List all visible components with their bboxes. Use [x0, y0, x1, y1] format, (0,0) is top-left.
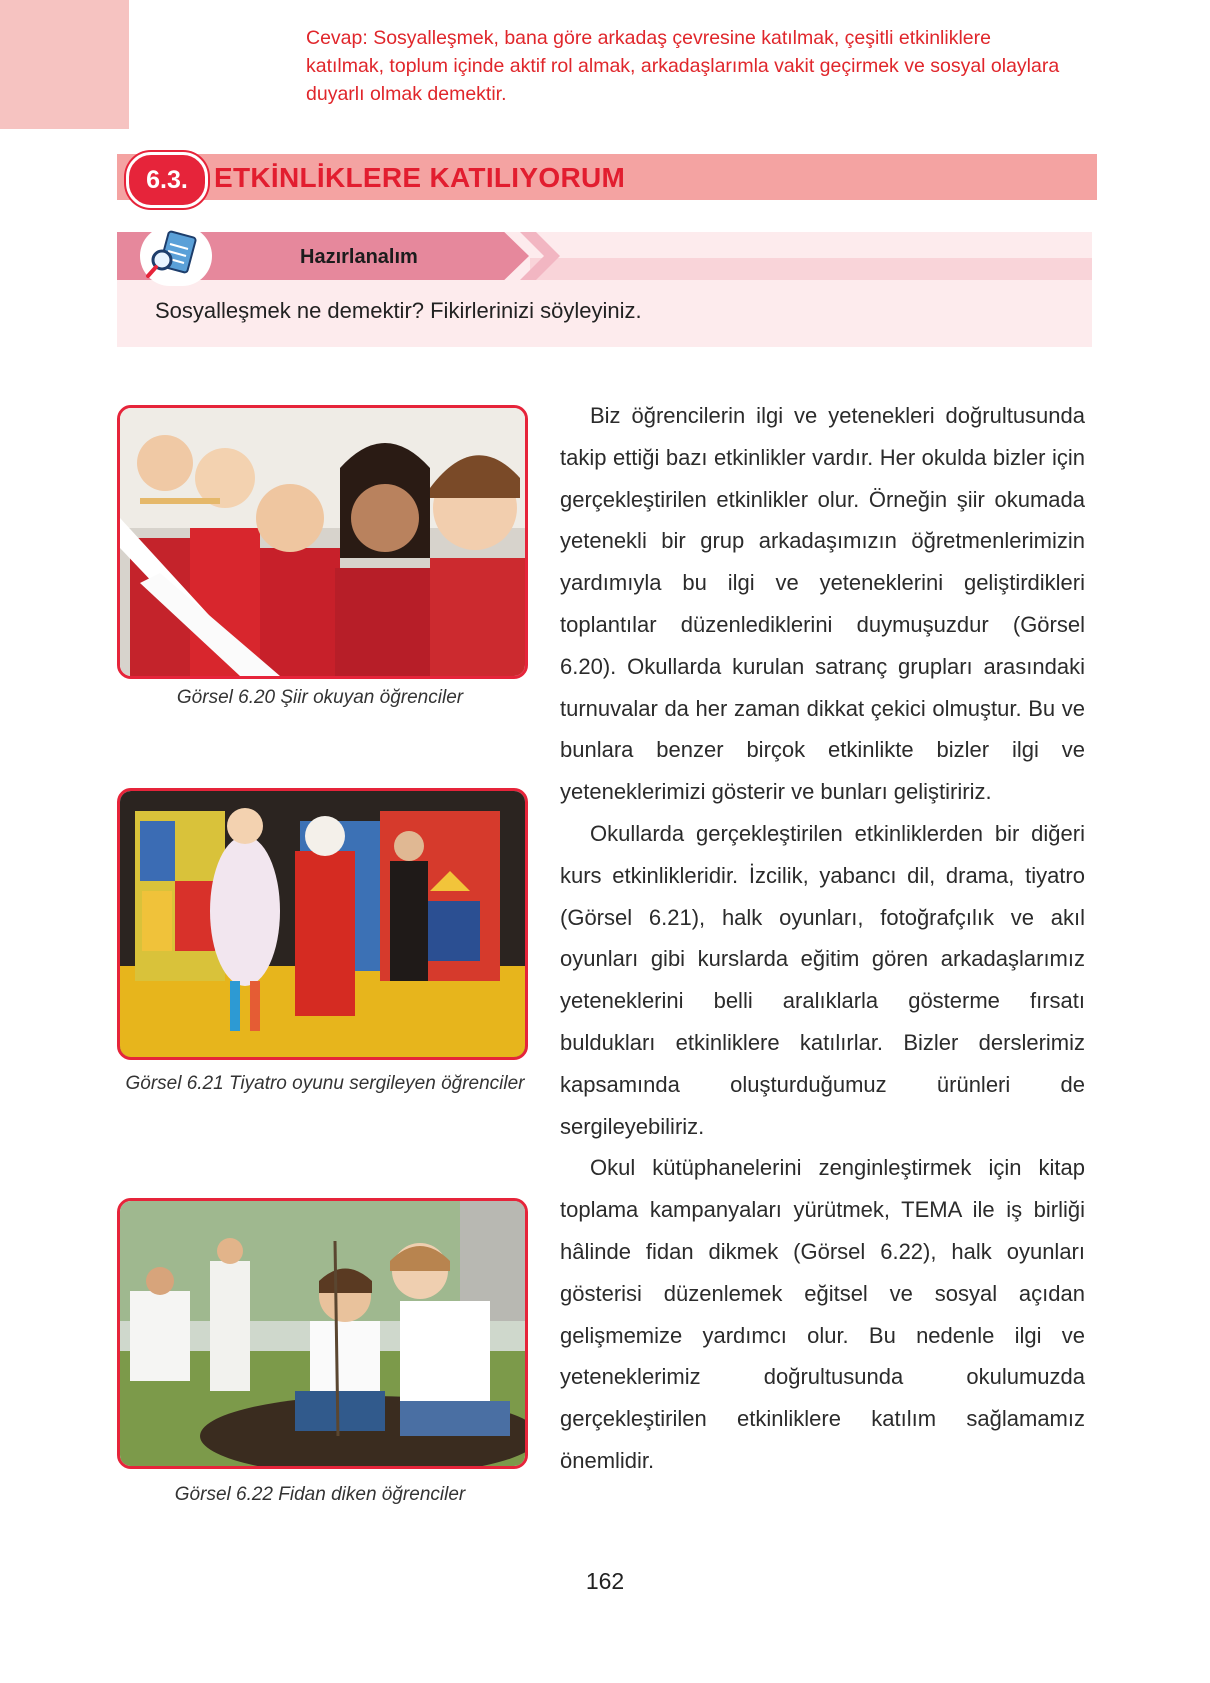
section-number: 6.3. [126, 152, 208, 208]
paragraph: Okul kütüphanelerini zenginleştirmek için kitap toplama kampanyaları yürütmek, TEMA ile iş birliği hâlinde fidan dikmek (Görsel 6.22), halk oyunları gösterisi düzenlemek eğitsel ve sosyal açıdan gelişmemize yardımcı olur. Bu nedenle ilgi ve yeteneklerimiz doğrultusunda okulumuzda gerçekleştirilen etkinliklere katılım sağlamamız önemlidir. [560, 1155, 1085, 1473]
photo-poem-reading [117, 405, 528, 679]
photo-tree-planting [117, 1198, 528, 1469]
corner-decoration [0, 0, 129, 129]
prep-question: Sosyalleşmek ne demektir? Fikirlerinizi söyleyiniz. [155, 298, 642, 323]
notebook-magnifier-icon [140, 226, 212, 286]
figure-caption: Görsel 6.20 Şiir okuyan öğrenciler [176, 687, 464, 708]
prep-label: Hazırlanalım [300, 246, 418, 268]
section-title: ETKİNLİKLERE KATILIYORUM [214, 162, 626, 193]
prep-stripe [530, 258, 1092, 280]
page-number: 162 [585, 1568, 625, 1594]
figure-caption: Görsel 6.22 Fidan diken öğrenciler [174, 1484, 466, 1505]
photo-theatre-play [117, 788, 528, 1060]
answer-text: Cevap: Sosyalleşmek, bana göre arkadaş çevresine katılmak, çeşitli etkinliklere katılmak, toplum içinde aktif rol almak, arkadaşlarımla vakit geçirmek ve sosyal olaylara duyarlı olmak demektir. [306, 27, 1060, 105]
paragraph: Biz öğrencilerin ilgi ve yetenekleri doğrultusunda takip ettiği bazı etkinlikler vardır. Her okulda bizler için gerçekleştirilen etkinlikler olur. Örneğin şiir okumada yetenekli bir grup arkadaşımızın öğretmenlerimizin yardımıyla bu ilgi ve yeteneklerini geliştirdikleri toplantılar düzenlediklerini duymuşuzdur (Görsel 6.20). Okullarda kurulan satranç grupları arasındaki turnuvalar da her zaman dikkat çekici olmuştur. Bu ve bunlara benzer birçok etkinlikte bizler ilgi ve yeteneklerimizi gösterir ve bunları geliştiririz. [560, 403, 1085, 805]
figure-caption: Görsel 6.21 Tiyatro oyunu sergileyen öğrenciler [125, 1073, 525, 1094]
paragraph: Okullarda gerçekleştirilen etkinliklerden bir diğeri kurs etkinlikleridir. İzcilik, yabancı dil, drama, tiyatro (Görsel 6.21), halk oyunları, fotoğrafçılık ve akıl oyunları gibi kurslarda eğitim gören arkadaşlarımız yeteneklerini belli aralıklarla gösterme fırsatı buldukları etkinliklere katılırlar. Bizler derslerimiz kapsamında oluşturduğumuz ürünleri de sergileyebiliriz. [560, 820, 1085, 1139]
body-text [560, 395, 1085, 1482]
